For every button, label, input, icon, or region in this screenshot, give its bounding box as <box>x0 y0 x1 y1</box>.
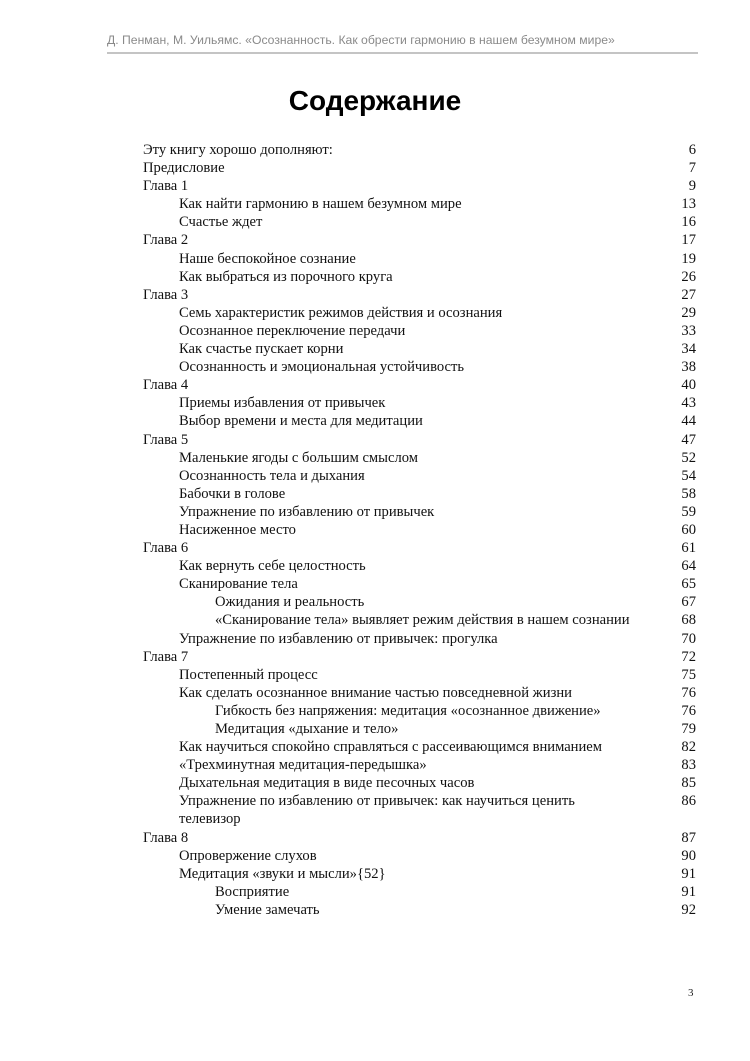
toc-entry-page: 83 <box>681 757 696 774</box>
toc-entry-page: 17 <box>681 232 696 249</box>
toc-entry[interactable] <box>143 250 696 268</box>
toc-entry-title: «Сканирование тела» выявляет режим действия в нашем сознании <box>215 612 630 629</box>
toc-entry[interactable] <box>143 702 696 720</box>
toc-entry-title: Дыхательная медитация в виде песочных часов <box>179 775 475 792</box>
toc-entry-page: 26 <box>681 268 696 285</box>
toc-entry[interactable] <box>143 865 696 883</box>
toc-entry[interactable] <box>143 756 696 774</box>
toc-entry[interactable] <box>143 340 696 358</box>
toc-entry[interactable] <box>143 141 696 159</box>
toc-entry-title: Глава 5 <box>143 431 189 448</box>
toc-entry-title: Насиженное место <box>179 521 296 538</box>
toc-entry[interactable] <box>143 177 696 195</box>
toc-entry-page: 87 <box>681 829 696 846</box>
toc-entry-page: 75 <box>681 666 696 683</box>
toc-entry[interactable] <box>143 666 696 684</box>
toc-entry-page: 9 <box>688 178 696 195</box>
toc-entry[interactable] <box>143 159 696 177</box>
table-of-contents <box>143 141 696 919</box>
toc-entry[interactable] <box>143 901 696 919</box>
toc-entry-page: 92 <box>681 901 696 918</box>
toc-entry-page: 76 <box>681 684 696 701</box>
toc-entry-title: Как вернуть себе целостность <box>179 558 366 575</box>
page-number: 3 <box>688 987 694 999</box>
toc-entry[interactable] <box>143 684 696 702</box>
toc-entry-title: Упражнение по избавлению от привычек: прогулка <box>179 630 498 647</box>
toc-entry-page: 43 <box>681 395 696 412</box>
toc-entry-title: Выбор времени и места для медитации <box>179 413 423 430</box>
toc-entry-page: 91 <box>681 883 696 900</box>
toc-entry-title: Предисловие <box>143 160 225 177</box>
header-divider <box>107 52 698 54</box>
toc-entry-title: Эту книгу хорошо дополняют: <box>143 142 333 158</box>
toc-entry-page: 52 <box>681 449 696 466</box>
toc-entry-title: Осознанное переключение передачи <box>179 322 406 339</box>
toc-entry[interactable] <box>143 213 696 231</box>
toc-entry[interactable] <box>143 521 696 539</box>
toc-entry[interactable] <box>143 557 696 575</box>
toc-entry-page: 61 <box>681 540 696 557</box>
toc-entry[interactable] <box>143 720 696 738</box>
toc-entry-title: Глава 1 <box>143 178 189 195</box>
toc-entry-title: Медитация «звуки и мысли»{52} <box>179 865 386 882</box>
toc-entry-page: 76 <box>681 702 696 719</box>
toc-entry[interactable] <box>143 268 696 286</box>
toc-entry[interactable] <box>143 376 696 394</box>
toc-entry-page: 60 <box>681 521 696 538</box>
toc-entry[interactable] <box>143 231 696 249</box>
toc-entry[interactable] <box>143 286 696 304</box>
toc-entry-title: Глава 6 <box>143 540 189 557</box>
page-title: Содержание <box>288 85 462 116</box>
toc-entry-page: 54 <box>681 467 696 484</box>
toc-entry-page: 58 <box>681 485 696 502</box>
toc-entry-title: Умение замечать <box>215 901 320 918</box>
toc-entry-page: 13 <box>681 196 696 213</box>
toc-entry-title: «Трехминутная медитация-передышка» <box>179 757 427 774</box>
toc-entry[interactable] <box>143 503 696 521</box>
toc-entry[interactable] <box>143 195 696 213</box>
toc-entry-title: Гибкость без напряжения: медитация «осознанное движение» <box>215 702 601 719</box>
toc-entry-page: 91 <box>681 865 696 882</box>
toc-entry-page: 38 <box>681 359 696 376</box>
toc-entry-page: 7 <box>688 160 696 177</box>
toc-entry-title: Упражнение по избавлению от привычек: как научиться ценить телевизор <box>179 793 575 828</box>
toc-entry-title: Глава 3 <box>143 286 189 303</box>
toc-entry[interactable] <box>143 431 696 449</box>
toc-entry-title: Сканирование тела <box>179 576 298 593</box>
toc-entry-page: 72 <box>681 648 696 665</box>
toc-entry-title: Упражнение по избавлению от привычек <box>179 503 435 520</box>
toc-entry[interactable] <box>143 358 696 376</box>
toc-entry-page: 65 <box>681 576 696 593</box>
toc-entry-title: Медитация «дыхание и тело» <box>215 721 399 737</box>
toc-entry-title: Как счастье пускает корни <box>179 341 344 358</box>
toc-entry-page: 67 <box>681 594 696 611</box>
toc-entry[interactable] <box>143 304 696 322</box>
toc-entry[interactable] <box>143 322 696 340</box>
toc-entry-title: Семь характеристик режимов действия и осознания <box>179 304 503 321</box>
toc-entry-page: 19 <box>681 250 696 267</box>
toc-entry-page: 59 <box>681 503 696 520</box>
toc-entry[interactable] <box>143 883 696 901</box>
toc-entry-page: 16 <box>681 214 696 231</box>
toc-entry-page: 44 <box>681 413 696 430</box>
toc-entry[interactable] <box>143 630 696 648</box>
toc-entry-title: Маленькие ягоды с большим смыслом <box>179 449 418 466</box>
toc-entry[interactable] <box>143 539 696 557</box>
toc-entry[interactable] <box>143 774 696 792</box>
toc-entry-page: 79 <box>681 721 696 737</box>
toc-entry[interactable] <box>143 575 696 593</box>
toc-entry-title: Глава 7 <box>143 648 189 665</box>
toc-entry-title: Как выбраться из порочного круга <box>179 268 393 285</box>
toc-entry-page: 27 <box>681 286 696 303</box>
toc-entry[interactable] <box>143 394 696 412</box>
toc-entry-title: Глава 2 <box>143 232 189 249</box>
toc-entry-title: Бабочки в голове <box>179 485 286 502</box>
toc-entry-page: 90 <box>681 847 696 864</box>
toc-entry-page: 85 <box>681 775 696 792</box>
toc-entry-title: Как сделать осознанное внимание частью повседневной жизни <box>179 684 572 701</box>
toc-entry-title: Глава 8 <box>143 829 189 846</box>
toc-entry-page: 47 <box>681 431 696 448</box>
toc-entry-title: Счастье ждет <box>179 214 263 231</box>
toc-entry-title: Как найти гармонию в нашем безумном мире <box>179 196 462 213</box>
toc-entry-page: 6 <box>688 142 696 158</box>
toc-entry-title: Приемы избавления от привычек <box>179 395 386 412</box>
toc-entry-title: Осознанность тела и дыхания <box>179 467 365 484</box>
toc-entry-title: Ожидания и реальность <box>215 594 365 611</box>
toc-entry[interactable] <box>143 792 696 828</box>
toc-entry[interactable] <box>143 485 696 503</box>
toc-entry-page: 68 <box>681 612 696 629</box>
toc-entry-title: Как научиться спокойно справляться с рассеивающимся вниманием <box>179 739 603 756</box>
toc-entry-title: Наше беспокойное сознание <box>179 250 356 267</box>
toc-entry-title: Осознанность и эмоциональная устойчивость <box>179 359 465 376</box>
toc-entry[interactable] <box>143 467 696 485</box>
toc-entry[interactable] <box>143 593 696 611</box>
toc-entry-page: 70 <box>681 630 696 647</box>
toc-entry[interactable] <box>143 648 696 666</box>
toc-entry-title: Глава 4 <box>143 377 189 394</box>
toc-entry-page: 34 <box>681 341 696 358</box>
toc-entry[interactable] <box>143 412 696 430</box>
running-header: Д. Пенман, М. Уильямс. «Осознанность. Как обрести гармонию в нашем безумном мире» <box>107 33 615 47</box>
toc-entry[interactable] <box>143 611 696 629</box>
toc-entry-page: 64 <box>681 558 696 575</box>
toc-entry-title: Постепенный процесс <box>179 666 318 683</box>
toc-entry-title: Восприятие <box>215 883 290 900</box>
toc-entry-page: 40 <box>681 377 696 394</box>
toc-entry[interactable] <box>143 847 696 865</box>
toc-entry-title: Опровержение слухов <box>179 847 317 864</box>
toc-entry[interactable] <box>143 829 696 847</box>
toc-entry-page: 82 <box>681 739 696 756</box>
toc-entry-page: 86 <box>681 793 696 810</box>
toc-entry-page: 33 <box>681 322 696 339</box>
toc-entry[interactable] <box>143 738 696 756</box>
toc-entry-page: 29 <box>681 304 696 321</box>
toc-entry[interactable] <box>143 449 696 467</box>
